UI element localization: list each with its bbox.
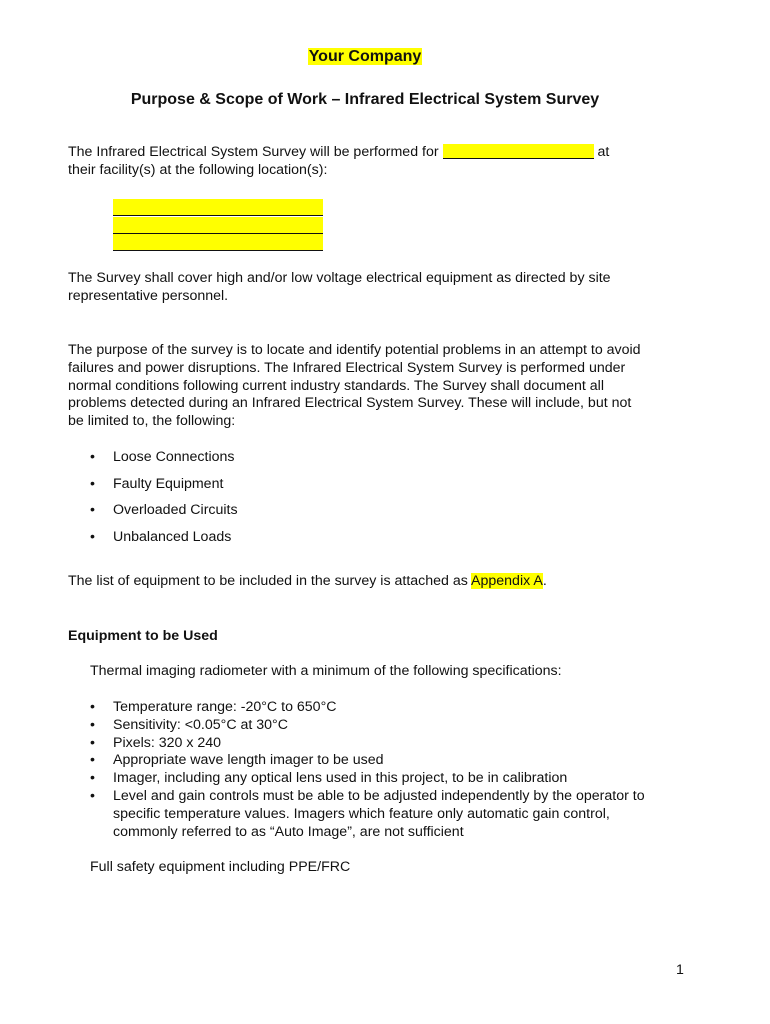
list-item: • Pixels: 320 x 240 (90, 735, 645, 753)
radiometer-intro: Thermal imaging radiometer with a minimum of the following specifications: (90, 663, 562, 679)
list-item: • Overloaded Circuits (90, 502, 670, 519)
location-blank-3[interactable] (113, 234, 323, 251)
location-blank-1[interactable] (113, 199, 323, 216)
appendix-a-reference: Appendix A (471, 573, 543, 589)
list-item: • Loose Connections (90, 449, 670, 466)
intro-paragraph (68, 144, 668, 180)
list-item: • Temperature range: -20°C to 650°C (90, 699, 645, 717)
list-item: • Imager, including any optical lens used in this project, to be in calibration (90, 770, 645, 788)
list-item: • Appropriate wave length imager to be used (90, 752, 645, 770)
intro-line2: their facility(s) at the following location(s): (68, 161, 328, 178)
equipment-list-end: . (542, 573, 547, 589)
coverage-paragraph: The Survey shall cover high and/or low voltage electrical equipment as directed by site representative personnel. (68, 270, 611, 304)
document-title: Purpose & Scope of Work – Infrared Electrical System Survey (130, 91, 600, 108)
intro-at: at (597, 144, 610, 160)
safety-equipment: Full safety equipment including PPE/FRC (90, 859, 351, 875)
equipment-list-text: The list of equipment to be included in the survey is attached as (68, 573, 468, 589)
equipment-list-paragraph (68, 573, 668, 591)
customer-name-blank[interactable] (443, 144, 594, 159)
intro-text: The Infrared Electrical System Survey will be performed for (68, 144, 439, 160)
specs-list (90, 699, 645, 841)
list-item: • Level and gain controls must be able to be adjusted independently by the operator to specific temperature values. Imagers which feature only automatic gain control, commonly referred to as “Auto Image”, are not sufficient (90, 788, 645, 841)
list-item: • Unbalanced Loads (90, 529, 670, 546)
page-number: 1 (676, 962, 684, 978)
list-item: • Faulty Equipment (90, 476, 670, 493)
list-item: • Sensitivity: <0.05°C at 30°C (90, 717, 645, 735)
company-name-text: Your Company (308, 48, 422, 65)
company-name (0, 46, 730, 68)
location-blank-2[interactable] (113, 217, 323, 234)
purpose-paragraph: The purpose of the survey is to locate and identify potential problems in an attempt to avoid failures and power disruptions. The Infrared Electrical System Survey is performed under normal conditions following current industry standards. The Survey shall document all problems detected during an Infrared Electrical System Survey. These will include, but not be limited to, the following: (68, 342, 641, 430)
equipment-heading: Equipment to be Used (68, 628, 218, 644)
problems-list (90, 449, 670, 556)
